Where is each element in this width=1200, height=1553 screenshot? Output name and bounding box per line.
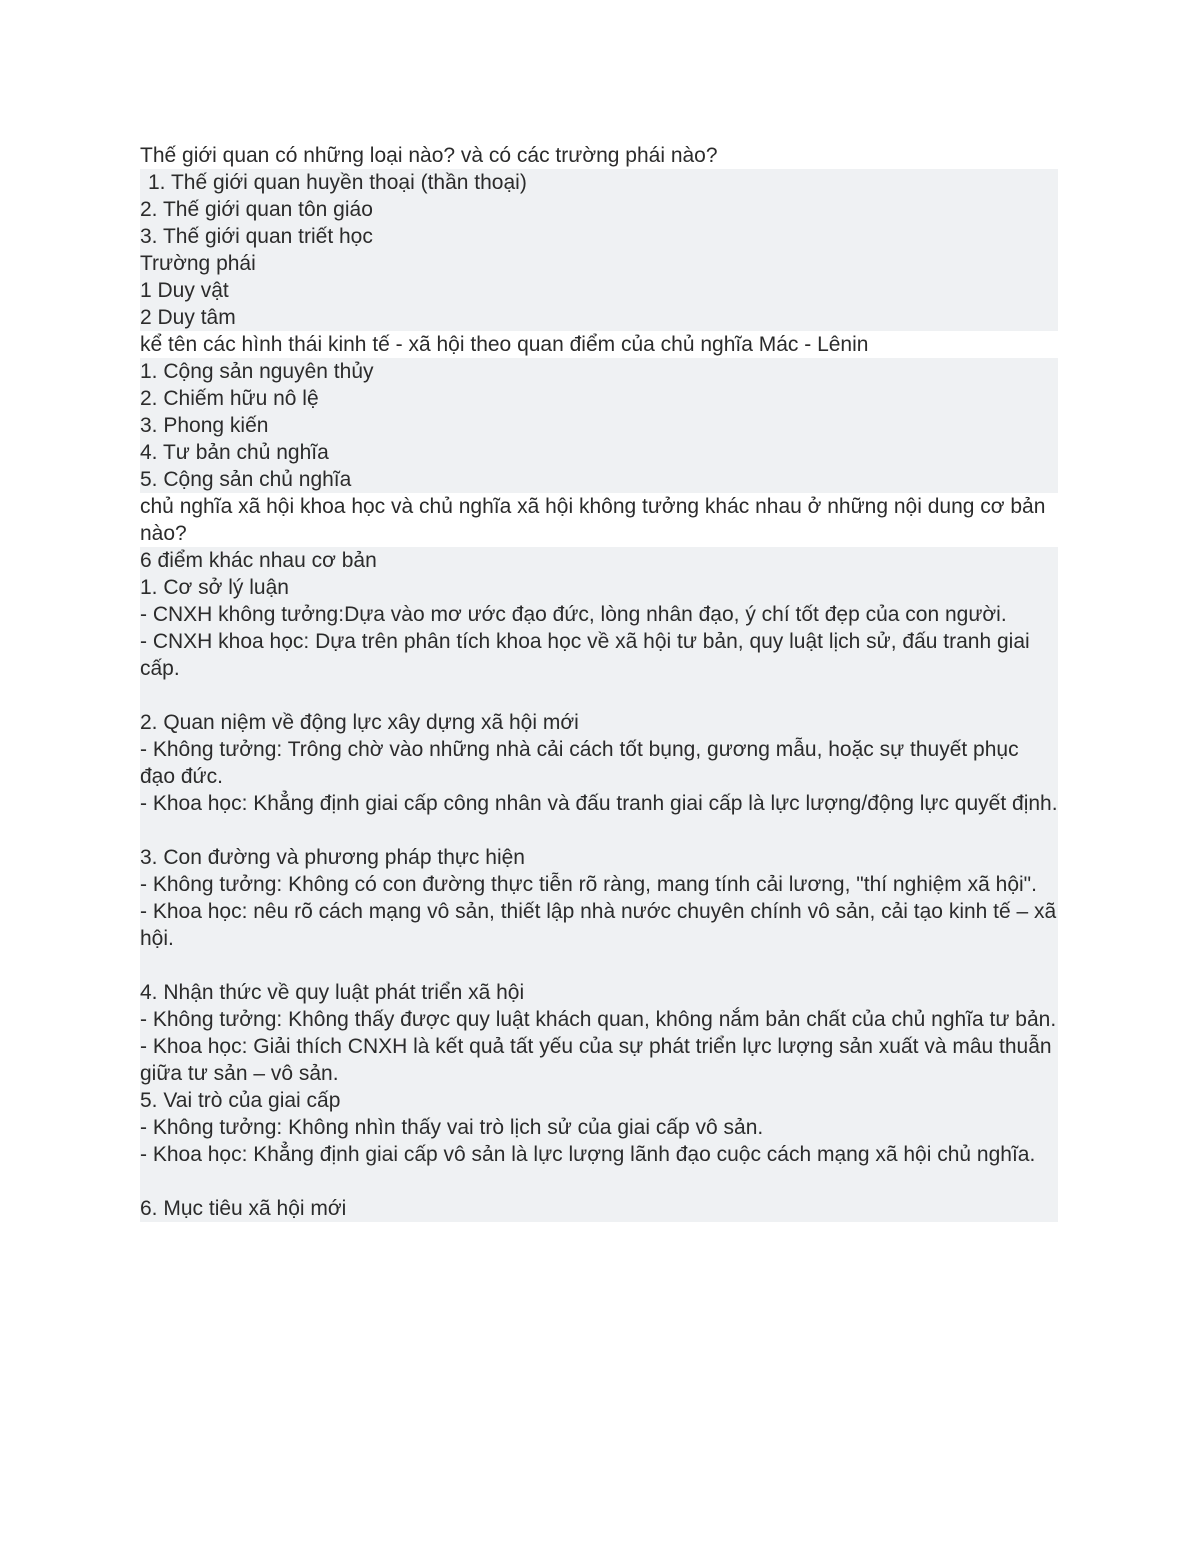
list-item: 2. Thế giới quan tôn giáo (140, 198, 373, 221)
list-item: - Khoa học: Khẳng định giai cấp vô sản là lực lượng lãnh đạo cuộc cách mạng xã hội chủ nghĩa. (140, 1143, 1036, 1166)
list-item: - Không tưởng: Không nhìn thấy vai trò lịch sử của giai cấp vô sản. (140, 1116, 764, 1139)
list-item: - Không tưởng: Không có con đường thực tiễn rõ ràng, mang tính cải lương, "thí nghiệm xã hội". (140, 873, 1037, 896)
list-item: - Khoa học: Khẳng định giai cấp công nhân và đấu tranh giai cấp là lực lượng/động lực quyết định. (140, 792, 1058, 815)
document-body (140, 142, 1058, 1222)
list-item: 3. Phong kiến (140, 414, 269, 437)
section-heading: 4. Nhận thức về quy luật phát triển xã hội (140, 981, 525, 1004)
answer-1-block (140, 169, 1058, 331)
spacer (140, 952, 1058, 979)
section-heading: 1. Cơ sở lý luận (140, 576, 289, 599)
section-heading: 3. Con đường và phương pháp thực hiện (140, 846, 525, 869)
list-item: - Không tưởng: Trông chờ vào những nhà cải cách tốt bụng, gương mẫu, hoặc sự thuyết phục đạo đức. (140, 738, 1019, 788)
list-item: 1. Thế giới quan huyền thoại (thần thoại) (148, 171, 527, 194)
list-item: 3. Thế giới quan triết học (140, 225, 373, 248)
spacer (140, 1168, 1058, 1195)
list-item: 1 Duy vật (140, 279, 229, 302)
spacer (140, 817, 1058, 844)
answer-intro: 6 điểm khác nhau cơ bản (140, 549, 377, 572)
list-item: 1. Cộng sản nguyên thủy (140, 360, 374, 383)
answer-2-block (140, 358, 1058, 493)
list-item: 2. Chiếm hữu nô lệ (140, 387, 319, 410)
section-heading: 5. Vai trò của giai cấp (140, 1089, 341, 1112)
list-item: 5. Cộng sản chủ nghĩa (140, 468, 352, 491)
section-heading: 6. Mục tiêu xã hội mới (140, 1197, 347, 1220)
question-1: Thế giới quan có những loại nào? và có các trường phái nào? (140, 142, 1058, 169)
list-item: 4. Tư bản chủ nghĩa (140, 441, 329, 464)
question-3: chủ nghĩa xã hội khoa học và chủ nghĩa xã hội không tưởng khác nhau ở những nội dung cơ bản nào? (140, 495, 1046, 545)
answer-3-block (140, 547, 1058, 1222)
list-item: Trường phái (140, 252, 256, 275)
list-item: - Khoa học: Giải thích CNXH là kết quả tất yếu của sự phát triển lực lượng sản xuất và mâu thuẫn giữa tư sản – vô sản. (140, 1035, 1052, 1085)
question-2: kể tên các hình thái kinh tế - xã hội theo quan điểm của chủ nghĩa Mác - Lênin (140, 331, 1058, 358)
list-item: 2 Duy tâm (140, 306, 236, 329)
spacer (140, 682, 1058, 709)
list-item: - CNXH khoa học: Dựa trên phân tích khoa học về xã hội tư bản, quy luật lịch sử, đấu tranh giai cấp. (140, 630, 1030, 680)
list-item: - Khoa học: nêu rõ cách mạng vô sản, thiết lập nhà nước chuyên chính vô sản, cải tạo kinh tế – xã hội. (140, 900, 1057, 950)
list-item: - Không tưởng: Không thấy được quy luật khách quan, không nắm bản chất của chủ nghĩa tư bản. (140, 1008, 1057, 1031)
section-heading: 2. Quan niệm về động lực xây dựng xã hội mới (140, 711, 579, 734)
list-item: - CNXH không tưởng:Dựa vào mơ ước đạo đức, lòng nhân đạo, ý chí tốt đẹp của con người. (140, 603, 1007, 626)
